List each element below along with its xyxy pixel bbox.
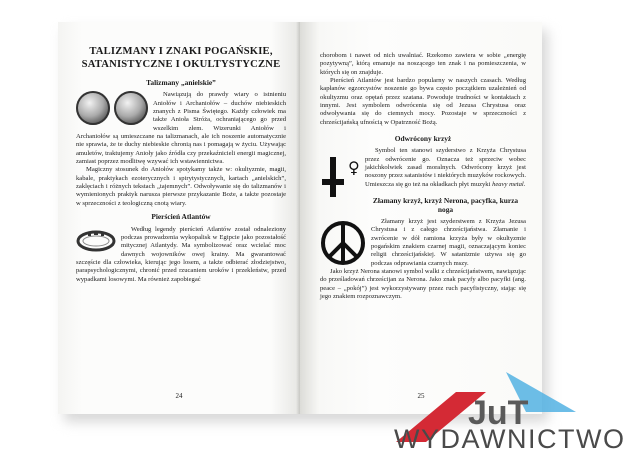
paragraph: Według legendy pierścień Atlantów został odnaleziony podczas prowadzenia wykopalisk w Egipcie jako pozostałość mitycznej Atlantydy. Ma symbolizować oraz wcielać moc dawnych wojowników owej krainy. Ma gwarantować szczęście dla człowieka, kierując jego losem, a także odbierać złodziejstwo, parapsychologicznymi, chronić przed rzucaniem uroków i przekleństw, przed wypadkami losowymi. Ma również zapobiegać [76,225,286,283]
open-book [58,22,542,414]
page-number: 25 [417,392,425,400]
medallion-icon [76,91,110,125]
section-heading-zlamany-krzyz: Złamany krzyż, krzyż Nerona, pacyfka, kurza noga [372,196,519,214]
paragraph: Nawiązują do prawdy wiary o istnieniu Aniołów i Archaniołów – duchów niebieskich znanych z Pisma Świętego. Każdy człowiek ma także Anioła Stróża, ochraniającego go przed wszelkim złem. Wizerunki Aniołów i Archaniołów są umieszczane na talizmanach, ale ich noszenie automatycznie nie sprawia, że te duchy niebieskie chronią nas i pomagają w życiu. Używając amuletów, traktujemy Anioły jako źródła czy przekaźnicieli energii magicznej, zamiast poprzez modlitwę wzywać ich wstawiennictwa. [76,91,286,166]
paragraph: Złamany krzyż jest szyderstwem z Krzyża Jezusa Chrystusa i z całego chrześcijaństwa. Złamanie i zwrócenie w dół ramiona krzyża były w okultyzmie pogańskim znakiem czarnej magii, oznaczającym koniec religii chrześcijańskiej. W satanizmie używa się go podczas odprawiania czarnych mszy. [371,217,526,267]
paragraph: Magiczny stosunek do Aniołów spotykamy także w: okultyzmie, magii, kabale, praktykach ezoterycznych i spirytystycznych, kartach „anielskich”, zaklęciach i różnych tekstach „tajemnych”. Odwoływanie się do talizmanów i wymienionych praktyk narusza pierwsze przykazanie Boże, a także pozostaje w sprzeczności z teologiczną cnotą wiary. [76,166,286,207]
inverted-cross-icon [320,149,360,205]
atlantis-ring-icon [76,228,116,254]
page-number: 24 [175,392,183,400]
paragraph: Symbol ten stanowi szyderstwo z Krzyża Chrystusa przez odwrócenie go. Oznacza też sprzeciw wobec jakichkolwiek zasad moralnych. Odwrócony krzyż jest noszony przez satanistów i niektórych muzyków rockowych. Umieszcza się go też na okładkach płyt muzyki heavy metal. [365,147,526,188]
left-page [58,22,300,414]
right-page [300,22,542,414]
logo-text: JuT [468,394,529,432]
paragraph: Pierścień Atlantów jest bardzo popularny w naszych czasach. Według kapłanów egzorcystów noszenie go bywa często początkiem uzależnień od okultyzmu oraz opętań przez szatana. Powoduje trudności w kontaktach z innymi. Jest symbolem odwrócenia się od Jezusa Chrystusa oraz odwoływania się do ciemnych mocy. Pozostaje w sprzeczności z chrześcijańską ufnością w Opatrzność Bożą. [320,77,526,126]
paragraph: Jako krzyż Nerona stanowi symbol walki z chrześcijaństwem, nawiązując do prześladowań chrześcijan za Nerona. Jako znak pacyfy albo pacyfki (ang. peace – „pokój”) jest wykorzystywany przez ruch pacyfistyczny, stając się jego znakiem rozpoznawczym. [320,267,526,300]
peace-symbol-icon [320,220,366,266]
section-heading-talizmany: Talizmany „anielskie” [146,78,216,87]
angel-medallions-image [76,91,148,125]
chapter-title: TALIZMANY I ZNAKI POGAŃSKIE, SATANISTYCZNE I OKULTYSTYCZNE [81,46,281,70]
section-heading-pierscien: Pierścień Atlantów [151,212,211,222]
paragraph: chorobom i nawet od nich uwalniać. Rzekomo zawiera w sobie „energię pozytywną”, którą emanuje na noszącego ten znak i na pomieszczenia, w których się on znajduje. [320,52,526,76]
svg-text:♀: ♀ [348,158,360,178]
medallion-icon [114,91,148,125]
section-heading-odwrocony-krzyz: Odwrócony krzyż [394,134,452,144]
publisher-name: WYDAWNICTWO [394,424,625,454]
